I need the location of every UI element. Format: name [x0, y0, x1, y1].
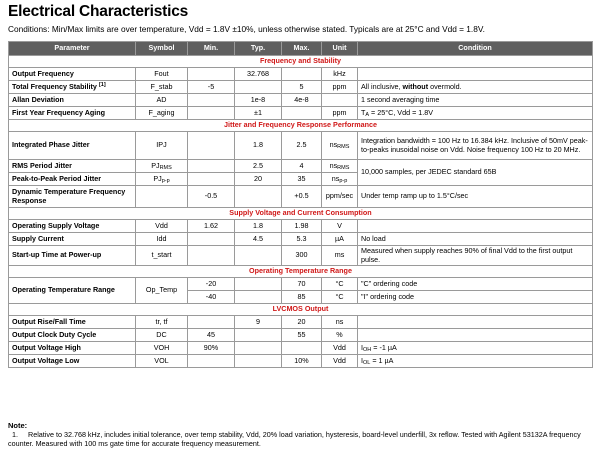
max-cell: 55	[282, 329, 322, 342]
condition-cell: Under temp ramp up to 1.5°C/sec	[358, 186, 593, 208]
max-cell	[282, 107, 322, 120]
unit-cell: %	[322, 329, 358, 342]
table-row	[9, 355, 593, 368]
max-cell: 5	[282, 81, 322, 94]
unit-cell: V	[322, 220, 358, 233]
condition-cell	[358, 329, 593, 342]
note-number: 1.	[12, 430, 18, 439]
header-row	[9, 42, 593, 56]
table-row	[9, 107, 593, 120]
min-cell	[188, 107, 235, 120]
condition-cell	[358, 316, 593, 329]
min-cell: -20	[188, 278, 235, 291]
symbol-cell: F_stab	[136, 81, 188, 94]
unit-cell: ms	[322, 246, 358, 266]
typ-cell: 1.8	[235, 220, 282, 233]
min-cell	[188, 246, 235, 266]
table-row	[9, 246, 593, 266]
condition-cell: $I_{OH} = -1$ µA	[358, 342, 593, 355]
param-cell: Dynamic Temperature Frequency Response	[9, 186, 136, 208]
table-row	[9, 233, 593, 246]
max-cell: 5.3	[282, 233, 322, 246]
note-item	[8, 431, 592, 448]
param-cell: Supply Current	[9, 233, 136, 246]
condition-cell: $T_A = 25^\circ C$, Vdd = 1.8V	[358, 107, 593, 120]
unit-cell: $ns_{RMS}$	[322, 132, 358, 160]
condition-cell: "I" ordering code	[358, 291, 593, 304]
condition-cell: Measured when supply reaches 90% of final Vdd to the first output pulse.	[358, 246, 593, 266]
min-cell	[188, 132, 235, 160]
max-cell: 20	[282, 316, 322, 329]
typ-cell: 2.5	[235, 160, 282, 173]
max-cell: 2.5	[282, 132, 322, 160]
header-unit: Unit	[322, 42, 358, 56]
section-temperature: Operating Temperature Range	[9, 266, 593, 278]
max-cell: 70	[282, 278, 322, 291]
param-cell: Output Rise/Fall Time	[9, 316, 136, 329]
min-cell: 1.62	[188, 220, 235, 233]
electrical-characteristics-table	[8, 41, 593, 368]
header-parameter: Parameter	[9, 42, 136, 56]
typ-cell: 1e-8	[235, 94, 282, 107]
param-cell: Output Clock Duty Cycle	[9, 329, 136, 342]
symbol-cell: F_aging	[136, 107, 188, 120]
max-cell: 10%	[282, 355, 322, 368]
notes-label: Note:	[8, 421, 28, 430]
condition-cell: All inclusive, without overmold.	[358, 81, 593, 94]
min-cell	[188, 68, 235, 81]
min-cell	[188, 233, 235, 246]
max-cell: +0.5	[282, 186, 322, 208]
param-cell: First Year Frequency Aging	[9, 107, 136, 120]
unit-cell: Vdd	[322, 355, 358, 368]
table-row	[9, 68, 593, 81]
table-row	[9, 220, 593, 233]
condition-cell: Integration bandwidth = 100 Hz to 16.384 kHz. Inclusive of 50mV peak-to-peaks inusoidal noise on Vdd. Noise frequency 100 Hz to 20 MHz.	[358, 132, 593, 160]
unit-cell: Vdd	[322, 342, 358, 355]
typ-cell	[235, 278, 282, 291]
param-cell: Start-up Time at Power-up	[9, 246, 136, 266]
table-row	[9, 329, 593, 342]
param-cell: Output Voltage Low	[9, 355, 136, 368]
condition-cell: $I_{OL} = 1$ µA	[358, 355, 593, 368]
typ-cell: 9	[235, 316, 282, 329]
typ-cell	[235, 329, 282, 342]
section-supply: Supply Voltage and Current Consumption	[9, 208, 593, 220]
unit-cell: ppm	[322, 81, 358, 94]
condition-cell: No load	[358, 233, 593, 246]
typ-cell	[235, 186, 282, 208]
note-text: Relative to 32.768 kHz, includes initial tolerance, over temp stability, Vdd, 20% load variation, hysteresis, board-level underfill, 3x reflow. Tested with Agilent 53132A frequency counter. Measured with 100 ms gate time for accurate frequency measurement.	[8, 430, 581, 448]
typ-cell	[235, 246, 282, 266]
symbol-cell: t_start	[136, 246, 188, 266]
table-row	[9, 342, 593, 355]
symbol-cell: $PJ_{p-p}$	[136, 173, 188, 186]
typ-cell	[235, 291, 282, 304]
header-min: Min.	[188, 42, 235, 56]
header-max: Max.	[282, 42, 322, 56]
header-condition: Condition	[358, 42, 593, 56]
symbol-cell: Idd	[136, 233, 188, 246]
symbol-cell: DC	[136, 329, 188, 342]
typ-cell: 1.8	[235, 132, 282, 160]
condition-cell	[358, 220, 593, 233]
footnote-ref: [1]	[98, 81, 106, 88]
param-cell: Allan Deviation	[9, 94, 136, 107]
section-lvcmos: LVCMOS Output	[9, 304, 593, 316]
param-cell: Operating Supply Voltage	[9, 220, 136, 233]
param-cell: RMS Period Jitter	[9, 160, 136, 173]
typ-cell: 4.5	[235, 233, 282, 246]
condition-cell: 10,000 samples, per JEDEC standard 65B	[358, 160, 593, 186]
param-cell: Peak-to-Peak Period Jitter	[9, 173, 136, 186]
symbol-cell	[136, 186, 188, 208]
condition-cell: 1 second averaging time	[358, 94, 593, 107]
header-typ: Typ.	[235, 42, 282, 56]
max-cell: 1.98	[282, 220, 322, 233]
symbol-cell: $PJ_{RMS}$	[136, 160, 188, 173]
table-row	[9, 160, 593, 173]
unit-cell: $ns_{p-p}$	[322, 173, 358, 186]
table-row	[9, 94, 593, 107]
symbol-cell: VOH	[136, 342, 188, 355]
param-cell: Output Frequency	[9, 68, 136, 81]
symbol-cell: Vdd	[136, 220, 188, 233]
symbol-cell: Op_Temp	[136, 278, 188, 304]
typ-cell: 20	[235, 173, 282, 186]
table-row	[9, 132, 593, 160]
unit-cell: ppm/sec	[322, 186, 358, 208]
min-cell	[188, 316, 235, 329]
unit-cell: µA	[322, 233, 358, 246]
min-cell: -40	[188, 291, 235, 304]
unit-cell	[322, 94, 358, 107]
symbol-cell: Fout	[136, 68, 188, 81]
condition-cell: "C" ordering code	[358, 278, 593, 291]
typ-cell	[235, 355, 282, 368]
unit-cell: kHz	[322, 68, 358, 81]
max-cell: 4e-8	[282, 94, 322, 107]
min-cell	[188, 173, 235, 186]
max-cell	[282, 342, 322, 355]
conditions-text: Conditions: Min/Max limits are over temperature, Vdd = 1.8V ±10%, unless otherwise stated. Typicals are at 25°C and Vdd = 1.8V.	[8, 24, 485, 34]
unit-cell: ppm	[322, 107, 358, 120]
condition-cell	[358, 68, 593, 81]
min-cell: 45	[188, 329, 235, 342]
min-cell: -0.5	[188, 186, 235, 208]
symbol-cell: IPJ	[136, 132, 188, 160]
min-cell: 90%	[188, 342, 235, 355]
min-cell	[188, 94, 235, 107]
unit-cell: $ns_{RMS}$	[322, 160, 358, 173]
max-cell	[282, 68, 322, 81]
header-symbol: Symbol	[136, 42, 188, 56]
table-row	[9, 316, 593, 329]
symbol-cell: tr, tf	[136, 316, 188, 329]
table-row	[9, 81, 593, 94]
typ-cell	[235, 342, 282, 355]
min-cell	[188, 355, 235, 368]
symbol-cell: AD	[136, 94, 188, 107]
typ-cell	[235, 81, 282, 94]
param-cell: Operating Temperature Range	[9, 278, 136, 304]
unit-cell: ns	[322, 316, 358, 329]
max-cell: 85	[282, 291, 322, 304]
max-cell: 4	[282, 160, 322, 173]
param-cell: Total Frequency Stability [1]	[9, 81, 136, 94]
param-cell: Integrated Phase Jitter	[9, 132, 136, 160]
section-frequency-stability: Frequency and Stability	[9, 56, 593, 68]
typ-cell: 32.768	[235, 68, 282, 81]
symbol-cell: VOL	[136, 355, 188, 368]
table-row	[9, 186, 593, 208]
page-title: Electrical Characteristics	[8, 3, 189, 20]
min-cell	[188, 160, 235, 173]
table-row	[9, 278, 593, 291]
max-cell: 35	[282, 173, 322, 186]
min-cell: -5	[188, 81, 235, 94]
param-cell: Output Voltage High	[9, 342, 136, 355]
max-cell: 300	[282, 246, 322, 266]
unit-cell: °C	[322, 291, 358, 304]
unit-cell: °C	[322, 278, 358, 291]
typ-cell: ±1	[235, 107, 282, 120]
section-jitter: Jitter and Frequency Response Performance	[9, 120, 593, 132]
